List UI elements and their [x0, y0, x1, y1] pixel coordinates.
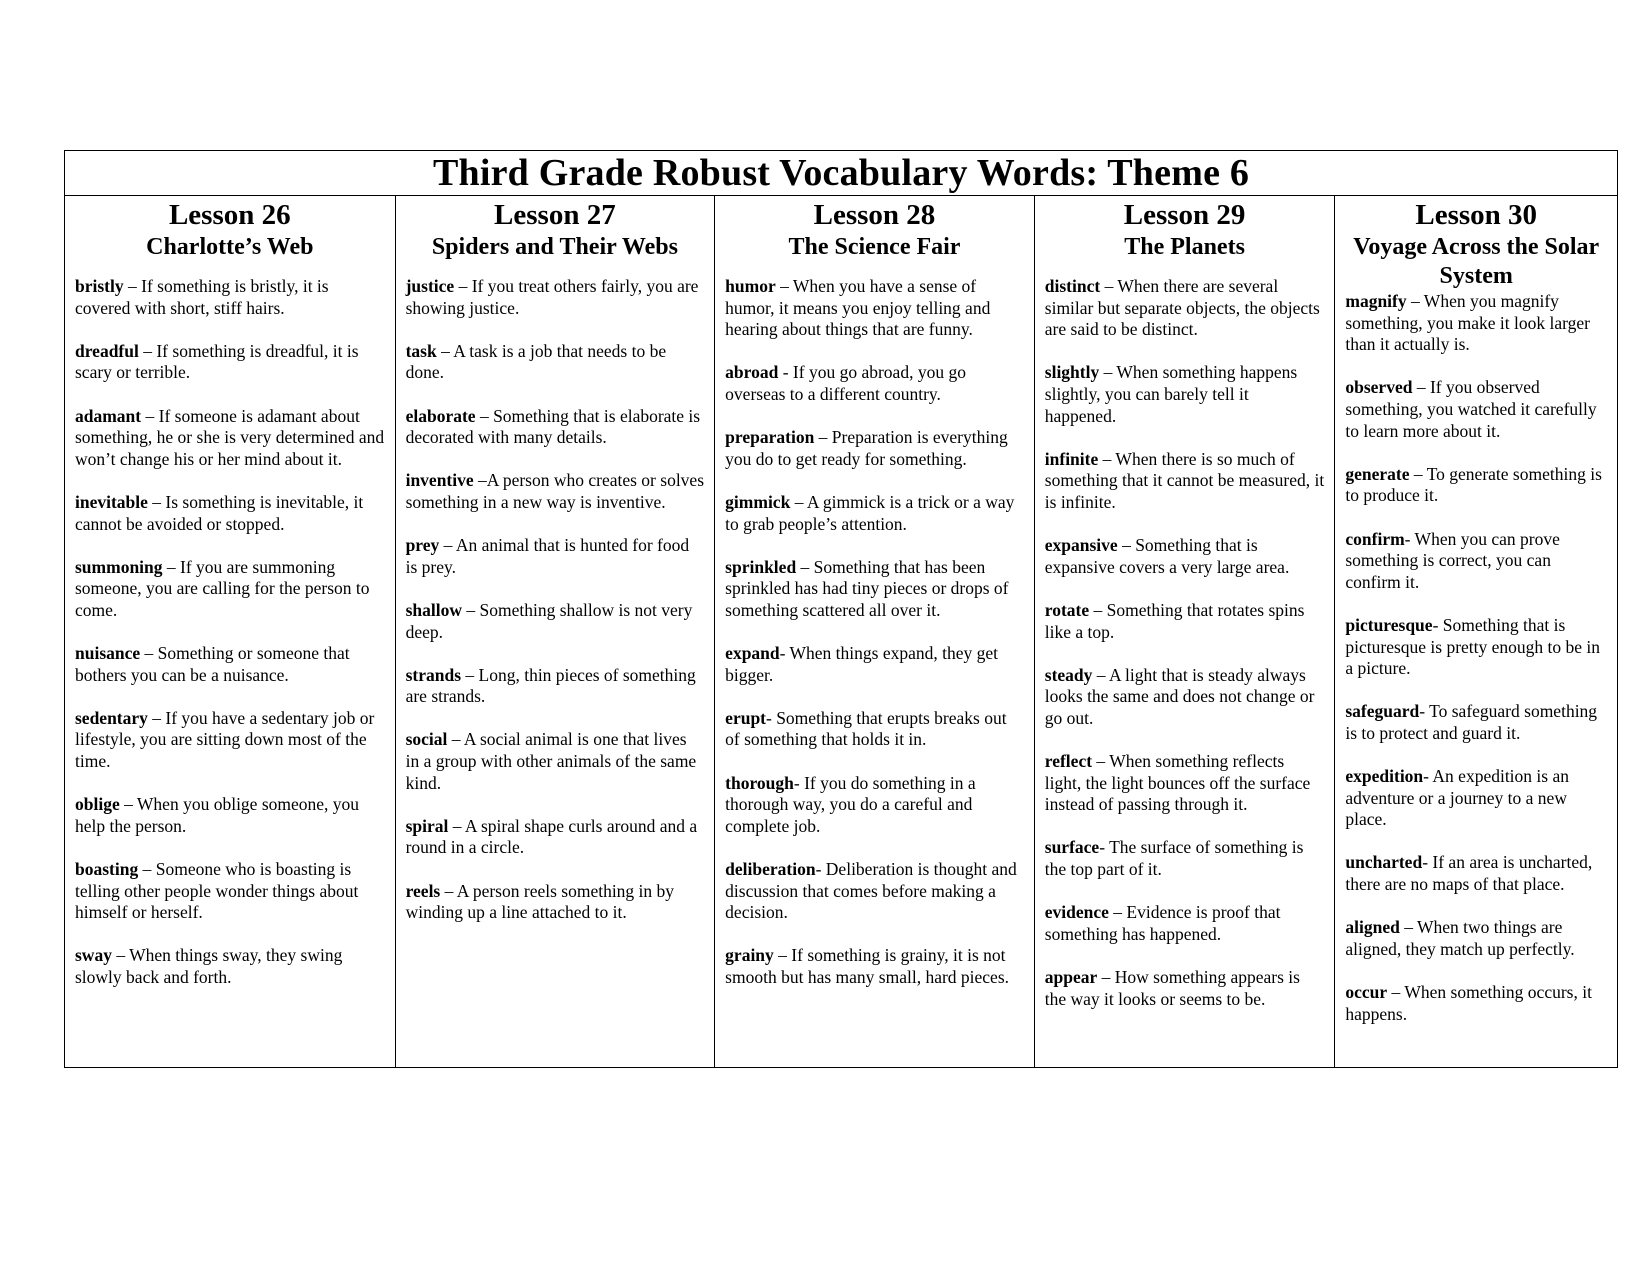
vocabulary-term: uncharted — [1345, 852, 1423, 873]
vocabulary-definition: - Something that is picturesque is pretty enough to be in a picture. — [1345, 614, 1601, 679]
vocabulary-definition: – A gimmick is a trick or a way to grab people’s attention. — [725, 491, 1015, 534]
vocabulary-definition: – If something is dreadful, it is scary or terrible. — [75, 340, 359, 383]
lesson-heading: Lesson 27 — [494, 199, 616, 231]
vocabulary-entry — [725, 276, 1024, 341]
lesson-column — [396, 196, 716, 1067]
vocabulary-term: rotate — [1044, 599, 1090, 620]
vocabulary-definition: – A light that is steady always looks the same and does not change or go out. — [1044, 664, 1315, 728]
vocabulary-term: sway — [75, 945, 112, 966]
vocabulary-term: evidence — [1044, 902, 1109, 923]
vocabulary-term: summoning — [75, 556, 163, 577]
vocabulary-list — [725, 276, 1024, 989]
vocabulary-entry — [406, 881, 705, 924]
vocabulary-term: picturesque — [1345, 614, 1433, 635]
vocabulary-definition: – When you have a sense of humor, it means you enjoy telling and hearing about things that are funny. — [725, 276, 991, 340]
vocabulary-entry — [1345, 701, 1607, 744]
vocabulary-definition: – When things sway, they swing slowly back and forth. — [75, 945, 343, 987]
vocabulary-entry — [75, 341, 385, 384]
vocabulary-list — [75, 276, 385, 989]
vocabulary-definition: – Something shallow is not very deep. — [405, 599, 693, 642]
vocabulary-entry — [406, 276, 705, 319]
vocabulary-definition: – When you magnify something, you make it look larger than it actually is. — [1345, 291, 1591, 355]
vocabulary-list — [406, 276, 705, 924]
vocabulary-definition: – Preparation is everything you do to get ready for something. — [725, 427, 1008, 469]
vocabulary-definition: - When you can prove something is correct, you can confirm it. — [1345, 528, 1560, 592]
vocabulary-definition: – An animal that is hunted for food is prey. — [405, 535, 690, 577]
vocabulary-list — [1345, 291, 1607, 1025]
vocabulary-definition: – To generate something is to produce it. — [1345, 463, 1602, 506]
vocabulary-definition: – Something that rotates spins like a top. — [1044, 599, 1305, 642]
lesson-columns — [65, 196, 1617, 1067]
vocabulary-term: shallow — [405, 599, 462, 620]
vocabulary-entry — [725, 362, 1024, 405]
vocabulary-definition: – A social animal is one that lives in a group with other animals of the same kind. — [405, 729, 697, 793]
vocabulary-term: sedentary — [75, 707, 148, 728]
vocabulary-table — [64, 150, 1618, 1068]
vocabulary-definition: - When things expand, they get bigger. — [725, 643, 999, 685]
vocabulary-term: social — [405, 729, 448, 750]
vocabulary-entry — [1345, 529, 1607, 594]
vocabulary-term: confirm — [1345, 528, 1405, 549]
vocabulary-term: nuisance — [75, 643, 141, 664]
vocabulary-definition: – Something that is expansive covers a very large area. — [1044, 535, 1290, 577]
vocabulary-term: expedition — [1345, 766, 1424, 787]
lesson-subtitle: Charlotte’s Web — [146, 234, 314, 260]
vocabulary-definition: – If you treat others fairly, you are showing justice. — [405, 276, 699, 318]
lesson-column — [1335, 196, 1617, 1067]
vocabulary-definition: – If something is bristly, it is covered with short, stiff hairs. — [75, 276, 329, 318]
vocabulary-entry — [1045, 535, 1325, 578]
vocabulary-entry — [725, 643, 1024, 686]
vocabulary-term: reels — [405, 880, 441, 901]
vocabulary-entry — [406, 470, 705, 513]
vocabulary-term: humor — [725, 276, 776, 296]
vocabulary-term: sprinkled — [725, 556, 797, 577]
vocabulary-term: erupt — [725, 707, 766, 728]
vocabulary-definition: – If you are summoning someone, you are calling for the person to come. — [75, 556, 370, 620]
vocabulary-entry — [1345, 982, 1607, 1025]
vocabulary-definition: – When there are several similar but separate objects, the objects are said to be distinct. — [1044, 276, 1320, 340]
vocabulary-term: aligned — [1345, 917, 1400, 938]
vocabulary-entry — [75, 859, 385, 924]
vocabulary-term: justice — [405, 276, 455, 296]
vocabulary-definition: – Long, thin pieces of something are strands. — [405, 664, 696, 707]
vocabulary-term: occur — [1345, 982, 1388, 1002]
vocabulary-definition: – Someone who is boasting is telling other people wonder things about himself or herself. — [75, 859, 359, 923]
vocabulary-entry — [725, 492, 1024, 535]
vocabulary-entry — [406, 406, 705, 449]
vocabulary-entry — [1345, 464, 1607, 507]
vocabulary-definition: - If an area is uncharted, there are no maps of that place. — [1345, 852, 1593, 895]
vocabulary-entry — [406, 729, 705, 794]
vocabulary-term: expand — [725, 643, 780, 664]
vocabulary-term: expansive — [1044, 535, 1118, 556]
vocabulary-entry — [725, 773, 1024, 838]
vocabulary-term: elaborate — [405, 405, 476, 426]
vocabulary-term: grainy — [725, 945, 774, 966]
vocabulary-definition: – If you observed something, you watched it carefully to learn more about it. — [1345, 377, 1597, 441]
vocabulary-term: gimmick — [725, 491, 791, 512]
vocabulary-entry — [725, 708, 1024, 751]
vocabulary-term: adamant — [75, 405, 142, 426]
vocabulary-entry — [406, 816, 705, 859]
vocabulary-entry — [1045, 665, 1325, 730]
vocabulary-definition: – When something reflects light, the light bounces off the surface instead of passing through it. — [1044, 751, 1311, 815]
vocabulary-entry — [75, 557, 385, 622]
lesson-heading: Lesson 28 — [813, 199, 936, 231]
vocabulary-definition: – Evidence is proof that something has happened. — [1044, 902, 1281, 944]
lesson-column — [1035, 196, 1336, 1067]
vocabulary-entry — [1345, 291, 1607, 356]
vocabulary-term: preparation — [725, 427, 815, 448]
vocabulary-term: surface — [1044, 837, 1100, 858]
vocabulary-definition: – Is something is inevitable, it cannot be avoided or stopped. — [75, 491, 364, 534]
vocabulary-term: reflect — [1044, 751, 1093, 772]
vocabulary-entry — [406, 600, 705, 643]
lesson-heading: Lesson 29 — [1123, 199, 1246, 231]
vocabulary-term: observed — [1345, 377, 1413, 398]
vocabulary-definition: – If something is grainy, it is not smooth but has many small, hard pieces. — [725, 945, 1010, 987]
vocabulary-definition: – When two things are aligned, they match up perfectly. — [1345, 917, 1575, 959]
vocabulary-term: generate — [1345, 463, 1410, 484]
vocabulary-term: safeguard — [1345, 701, 1420, 722]
vocabulary-definition: - An expedition is an adventure or a journey to a new place. — [1345, 766, 1569, 830]
vocabulary-entry — [1045, 449, 1325, 514]
lesson-subtitle: Spiders and Their Webs — [431, 234, 678, 260]
vocabulary-term: deliberation — [725, 859, 816, 880]
vocabulary-entry — [1045, 600, 1325, 643]
vocabulary-definition: –A person who creates or solves something in a new way is inventive. — [405, 470, 705, 512]
vocabulary-term: boasting — [75, 859, 139, 880]
vocabulary-term: bristly — [75, 276, 124, 296]
vocabulary-term: inventive — [405, 470, 474, 491]
vocabulary-entry — [406, 665, 705, 708]
vocabulary-entry — [1045, 362, 1325, 427]
vocabulary-entry — [725, 859, 1024, 924]
vocabulary-definition: - If you go abroad, you go overseas to a different country. — [725, 362, 966, 404]
vocabulary-term: dreadful — [75, 340, 139, 361]
lesson-heading: Lesson 26 — [168, 199, 291, 231]
vocabulary-entry — [1345, 917, 1607, 960]
vocabulary-term: steady — [1044, 664, 1093, 685]
vocabulary-entry — [75, 492, 385, 535]
lesson-heading: Lesson 30 — [1415, 199, 1538, 231]
vocabulary-term: prey — [405, 535, 440, 556]
vocabulary-term: magnify — [1345, 291, 1407, 311]
vocabulary-entry — [1045, 276, 1325, 341]
vocabulary-entry — [1045, 837, 1325, 880]
vocabulary-entry — [1045, 967, 1325, 1010]
vocabulary-definition: - Deliberation is thought and discussion that comes before making a decision. — [725, 859, 1017, 923]
vocabulary-entry — [406, 341, 705, 384]
vocabulary-entry — [75, 794, 385, 837]
vocabulary-term: spiral — [405, 815, 449, 836]
vocabulary-definition: – When something happens slightly, you can barely tell it happened. — [1044, 362, 1298, 426]
lesson-subtitle: Voyage Across the Solar System — [1353, 234, 1600, 289]
vocabulary-entry — [725, 945, 1024, 988]
vocabulary-term: infinite — [1044, 448, 1099, 469]
vocabulary-definition: – Something that has been sprinkled has had tiny pieces or drops of something scattered all over it. — [725, 556, 1009, 620]
vocabulary-entry — [75, 276, 385, 319]
vocabulary-definition: – When something occurs, it happens. — [1345, 982, 1592, 1024]
vocabulary-entry — [1045, 751, 1325, 816]
vocabulary-entry — [1345, 852, 1607, 895]
vocabulary-term: strands — [405, 664, 462, 685]
vocabulary-entry — [75, 945, 385, 988]
vocabulary-entry — [1045, 902, 1325, 945]
vocabulary-definition: – When there is so much of something that it cannot be measured, it is infinite. — [1044, 448, 1325, 512]
vocabulary-term: oblige — [75, 794, 120, 815]
vocabulary-definition: - If you do something in a thorough way, you do a careful and complete job. — [725, 772, 976, 836]
vocabulary-term: abroad — [725, 362, 779, 383]
vocabulary-definition: - Something that erupts breaks out of something that holds it in. — [725, 707, 1007, 750]
vocabulary-term: thorough — [725, 772, 794, 793]
lesson-subtitle: The Planets — [1124, 234, 1245, 260]
vocabulary-definition: - To safeguard something is to protect and guard it. — [1345, 701, 1598, 743]
vocabulary-definition: – A person reels something in by winding up a line attached to it. — [405, 880, 675, 923]
vocabulary-term: task — [405, 340, 437, 361]
vocabulary-term: appear — [1044, 967, 1098, 987]
vocabulary-entry — [75, 708, 385, 773]
vocabulary-entry — [75, 643, 385, 686]
vocabulary-definition: – A spiral shape curls around and a round in a circle. — [405, 815, 698, 858]
vocabulary-definition: – When you oblige someone, you help the person. — [75, 794, 360, 836]
vocabulary-definition: – Something or someone that bothers you can be a nuisance. — [75, 643, 350, 685]
vocabulary-entry — [1345, 615, 1607, 680]
vocabulary-definition: – A task is a job that needs to be done. — [405, 340, 667, 383]
vocabulary-definition: – If someone is adamant about something, he or she is very determined and won’t change his or her mind about it. — [75, 405, 385, 469]
vocabulary-definition: – How something appears is the way it looks or seems to be. — [1044, 967, 1300, 1009]
page-title: Third Grade Robust Vocabulary Words: Theme 6 — [65, 151, 1617, 196]
lesson-subtitle: The Science Fair — [788, 234, 961, 260]
vocabulary-definition: – If you have a sedentary job or lifestyle, you are sitting down most of the time. — [75, 707, 375, 772]
vocabulary-definition: - The surface of something is the top part of it. — [1044, 837, 1304, 880]
vocabulary-entry — [725, 557, 1024, 622]
lesson-column — [715, 196, 1035, 1067]
vocabulary-term: inevitable — [75, 491, 148, 512]
vocabulary-entry — [725, 427, 1024, 470]
vocabulary-list — [1045, 276, 1325, 1010]
lesson-column — [65, 196, 396, 1067]
vocabulary-entry — [75, 406, 385, 471]
vocabulary-entry — [1345, 766, 1607, 831]
vocabulary-term: slightly — [1044, 362, 1100, 383]
vocabulary-entry — [406, 535, 705, 578]
vocabulary-definition: – Something that is elaborate is decorated with many details. — [405, 405, 701, 448]
vocabulary-term: distinct — [1044, 276, 1101, 296]
vocabulary-entry — [1345, 377, 1607, 442]
